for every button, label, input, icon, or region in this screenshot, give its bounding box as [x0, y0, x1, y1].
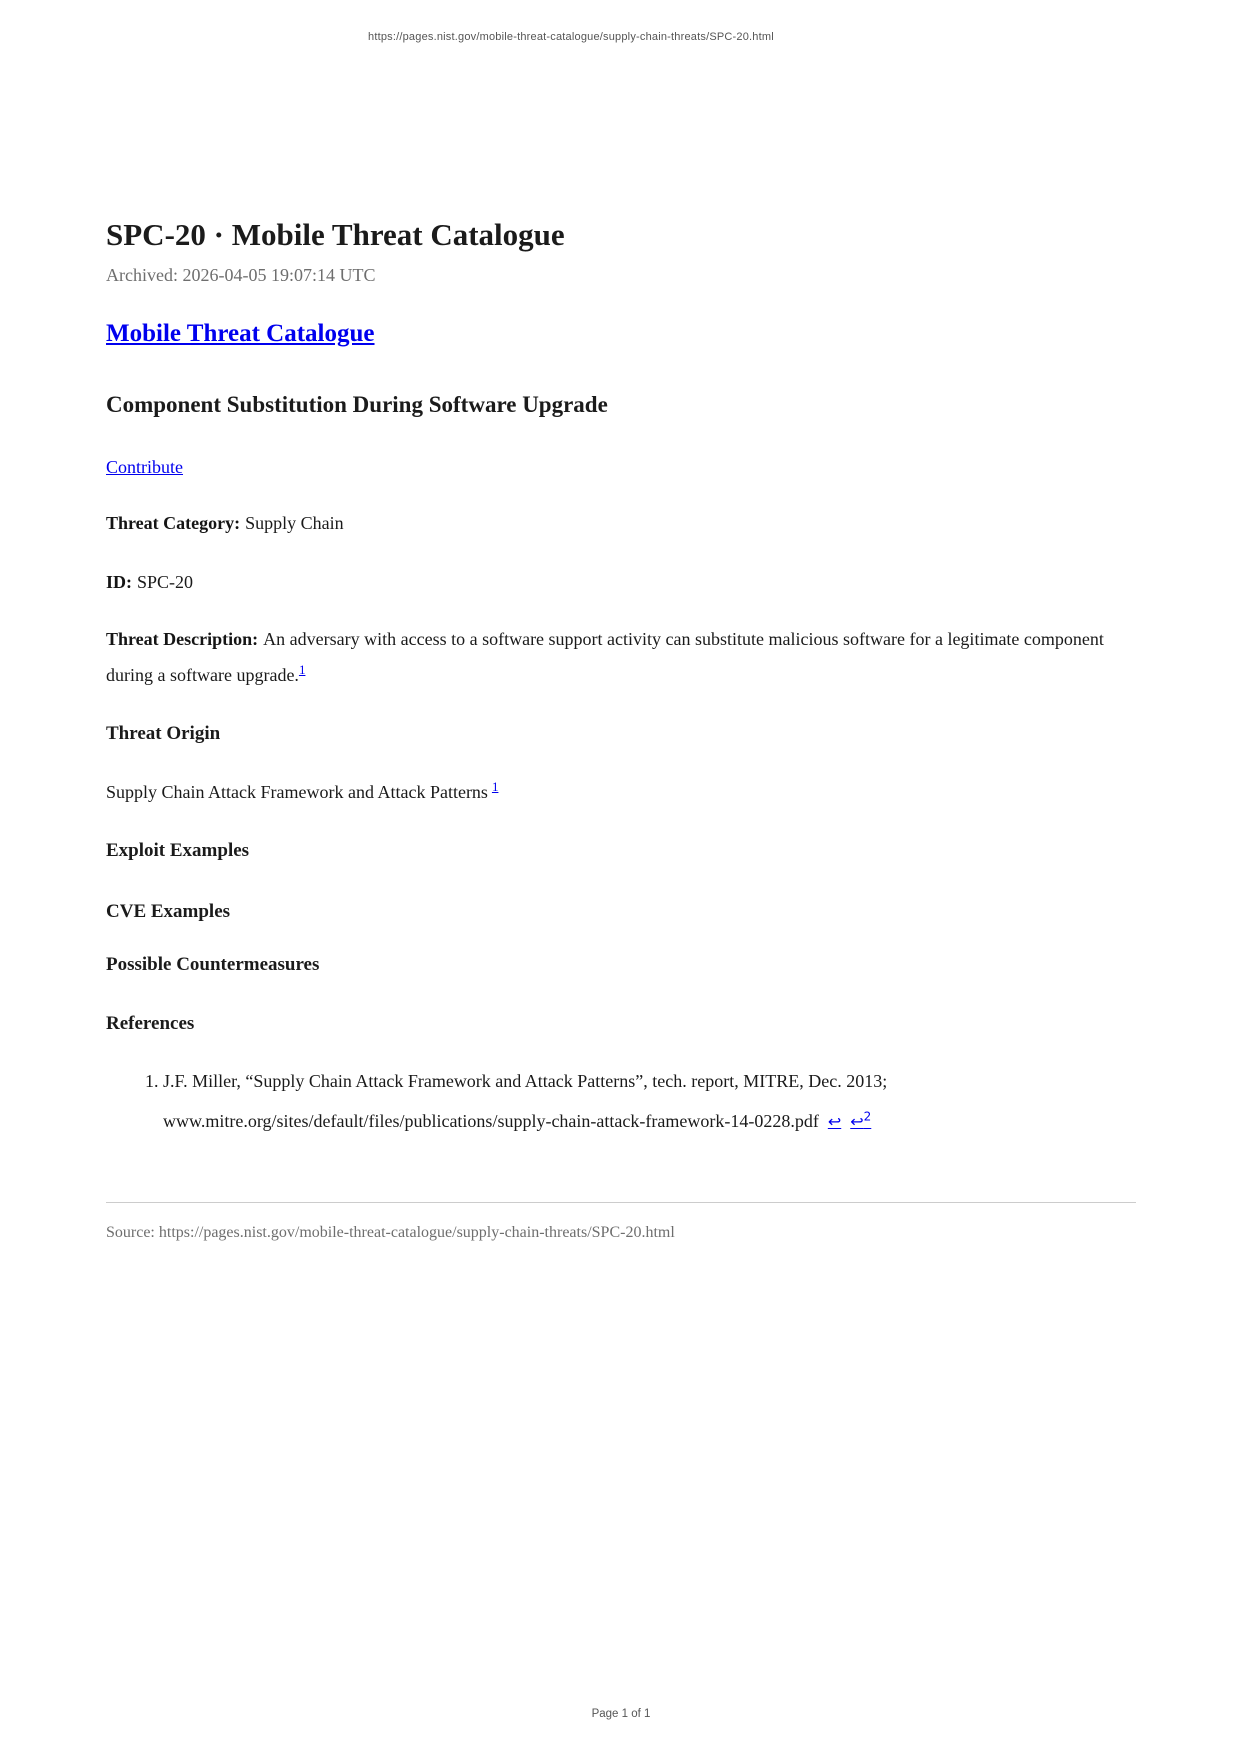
threat-category-value: Supply Chain: [245, 513, 344, 533]
section-heading-threat-origin: Threat Origin: [106, 723, 221, 744]
contribute-link[interactable]: Contribute: [106, 457, 183, 477]
footnote-1-link[interactable]: 1: [491, 779, 499, 794]
threat-category-field: [106, 505, 1136, 541]
contribute-row: [106, 449, 1136, 485]
site-heading: [106, 316, 1136, 352]
threat-category-label: Threat Category:: [106, 513, 241, 533]
threat-heading: Component Substitution During Software Upgrade: [106, 392, 608, 417]
backref-arrow-link-2[interactable]: [850, 1109, 872, 1131]
section-heading-references: References: [106, 1013, 195, 1034]
backref-sup: 2: [863, 1109, 872, 1124]
mobile-threat-catalogue-link[interactable]: Mobile Threat Catalogue: [106, 320, 375, 347]
backref-arrow-link[interactable]: [828, 1112, 841, 1131]
backref-arrow-icon: ↩: [827, 1112, 842, 1131]
backref-arrow-icon: ↩: [850, 1112, 864, 1131]
threat-origin-text: Supply Chain Attack Framework and Attack Patterns: [106, 782, 488, 802]
source-line: Source: https://pages.nist.gov/mobile-threat-catalogue/supply-chain-threats/SPC-20.html: [106, 1224, 675, 1241]
archived-timestamp: Archived: 2026-04-05 19:07:14 UTC: [106, 265, 376, 285]
page-number: Page 1 of 1: [591, 1708, 651, 1720]
reference-item: [106, 1061, 1136, 1142]
print-header-url: https://pages.nist.gov/mobile-threat-catalogue/supply-chain-threats/SPC-20.html: [368, 31, 774, 43]
threat-description-text: An adversary with access to a software support activity can substitute malicious software for a legitimate component during a software upgrade.: [106, 629, 1104, 685]
threat-origin-text-row: [106, 774, 1136, 810]
section-heading-cve-examples: CVE Examples: [106, 901, 231, 922]
section-heading-exploit-examples: Exploit Examples: [106, 840, 250, 861]
threat-description: [106, 621, 1136, 693]
footnote-1-link[interactable]: 1: [298, 662, 306, 677]
section-heading-possible-countermeasures: Possible Countermeasures: [106, 954, 320, 975]
id-value: SPC-20: [137, 572, 194, 592]
divider: [106, 1202, 1136, 1203]
threat-description-label: Threat Description:: [106, 629, 259, 649]
page-title: SPC-20 · Mobile Threat Catalogue: [106, 217, 565, 252]
id-label: ID:: [106, 572, 132, 592]
id-field: [106, 564, 1136, 600]
references-list: [106, 1061, 1136, 1142]
reference-text: J.F. Miller, “Supply Chain Attack Framework and Attack Patterns”, tech. report, MITRE, Dec. 2013; www.mitre.org/sites/default/files/publications/supply-chain-attack-framework-14-0228.pdf: [163, 1071, 888, 1131]
reference-number: 1.: [145, 1071, 159, 1091]
